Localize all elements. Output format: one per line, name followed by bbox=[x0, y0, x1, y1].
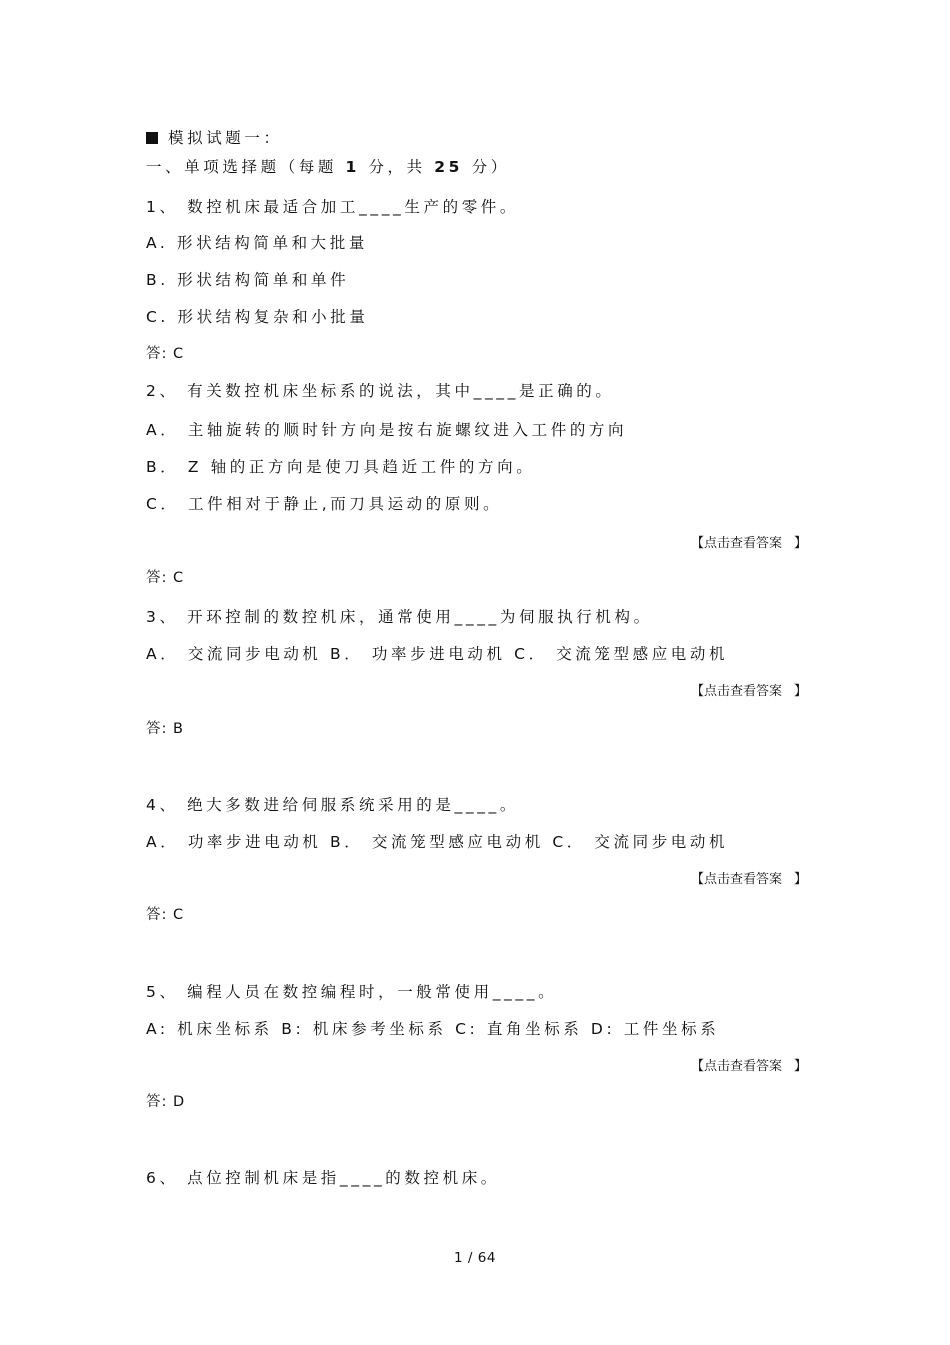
question-6-stem: 6、 点位控制机床是指____的数控机床。 bbox=[146, 1169, 500, 1187]
question-5-answer: 答: D bbox=[146, 1094, 186, 1110]
question-3-answer: 答: B bbox=[146, 721, 184, 737]
question-1-option-c: C. 形状结构复杂和小批量 bbox=[146, 308, 369, 326]
question-2-stem: 2、 有关数控机床坐标系的说法，其中____是正确的。 bbox=[146, 382, 615, 400]
question-3-stem: 3、 开环控制的数控机床，通常使用____为伺服执行机构。 bbox=[146, 608, 653, 626]
page-number: 1 / 64 bbox=[454, 1250, 496, 1266]
question-2-option-a: A． 主轴旋转的顺时针方向是按右旋螺纹进入工件的方向 bbox=[146, 421, 628, 439]
question-1-option-b: B. 形状结构简单和单件 bbox=[146, 271, 350, 289]
question-5-view-answer-link[interactable]: 【点击查看答案 】 bbox=[690, 1059, 807, 1074]
question-3-options: A． 交流同步电动机 B． 功率步进电动机 C． 交流笼型感应电动机 bbox=[146, 645, 729, 663]
section-title: 一、单项选择题（每题 1 分，共 25 分） bbox=[146, 158, 510, 176]
square-bullet-icon bbox=[146, 132, 158, 144]
question-4-stem: 4、 绝大多数进给伺服系统采用的是____。 bbox=[146, 796, 519, 814]
question-1-option-a: A. 形状结构简单和大批量 bbox=[146, 234, 368, 252]
question-2-view-answer-link[interactable]: 【点击查看答案 】 bbox=[690, 536, 807, 551]
question-5-stem: 5、 编程人员在数控编程时，一般常使用____。 bbox=[146, 983, 558, 1001]
question-2-answer: 答: C bbox=[146, 570, 185, 586]
doc-heading: 模拟试题一： bbox=[146, 128, 283, 148]
question-3-view-answer-link[interactable]: 【点击查看答案 】 bbox=[690, 684, 807, 699]
question-2-option-c: C． 工件相对于静止,而刀具运动的原则。 bbox=[146, 495, 503, 513]
question-2-option-b: B． Z 轴的正方向是使刀具趋近工件的方向。 bbox=[146, 458, 536, 476]
question-4-view-answer-link[interactable]: 【点击查看答案 】 bbox=[690, 872, 807, 887]
question-4-answer: 答: C bbox=[146, 907, 185, 923]
question-1-stem: 1、 数控机床最适合加工____生产的零件。 bbox=[146, 198, 519, 216]
question-4-options: A． 功率步进电动机 B． 交流笼型感应电动机 C． 交流同步电动机 bbox=[146, 833, 729, 851]
question-1-answer: 答: C bbox=[146, 346, 185, 362]
question-5-options: A: 机床坐标系 B: 机床参考坐标系 C: 直角坐标系 D: 工件坐标系 bbox=[146, 1020, 720, 1038]
